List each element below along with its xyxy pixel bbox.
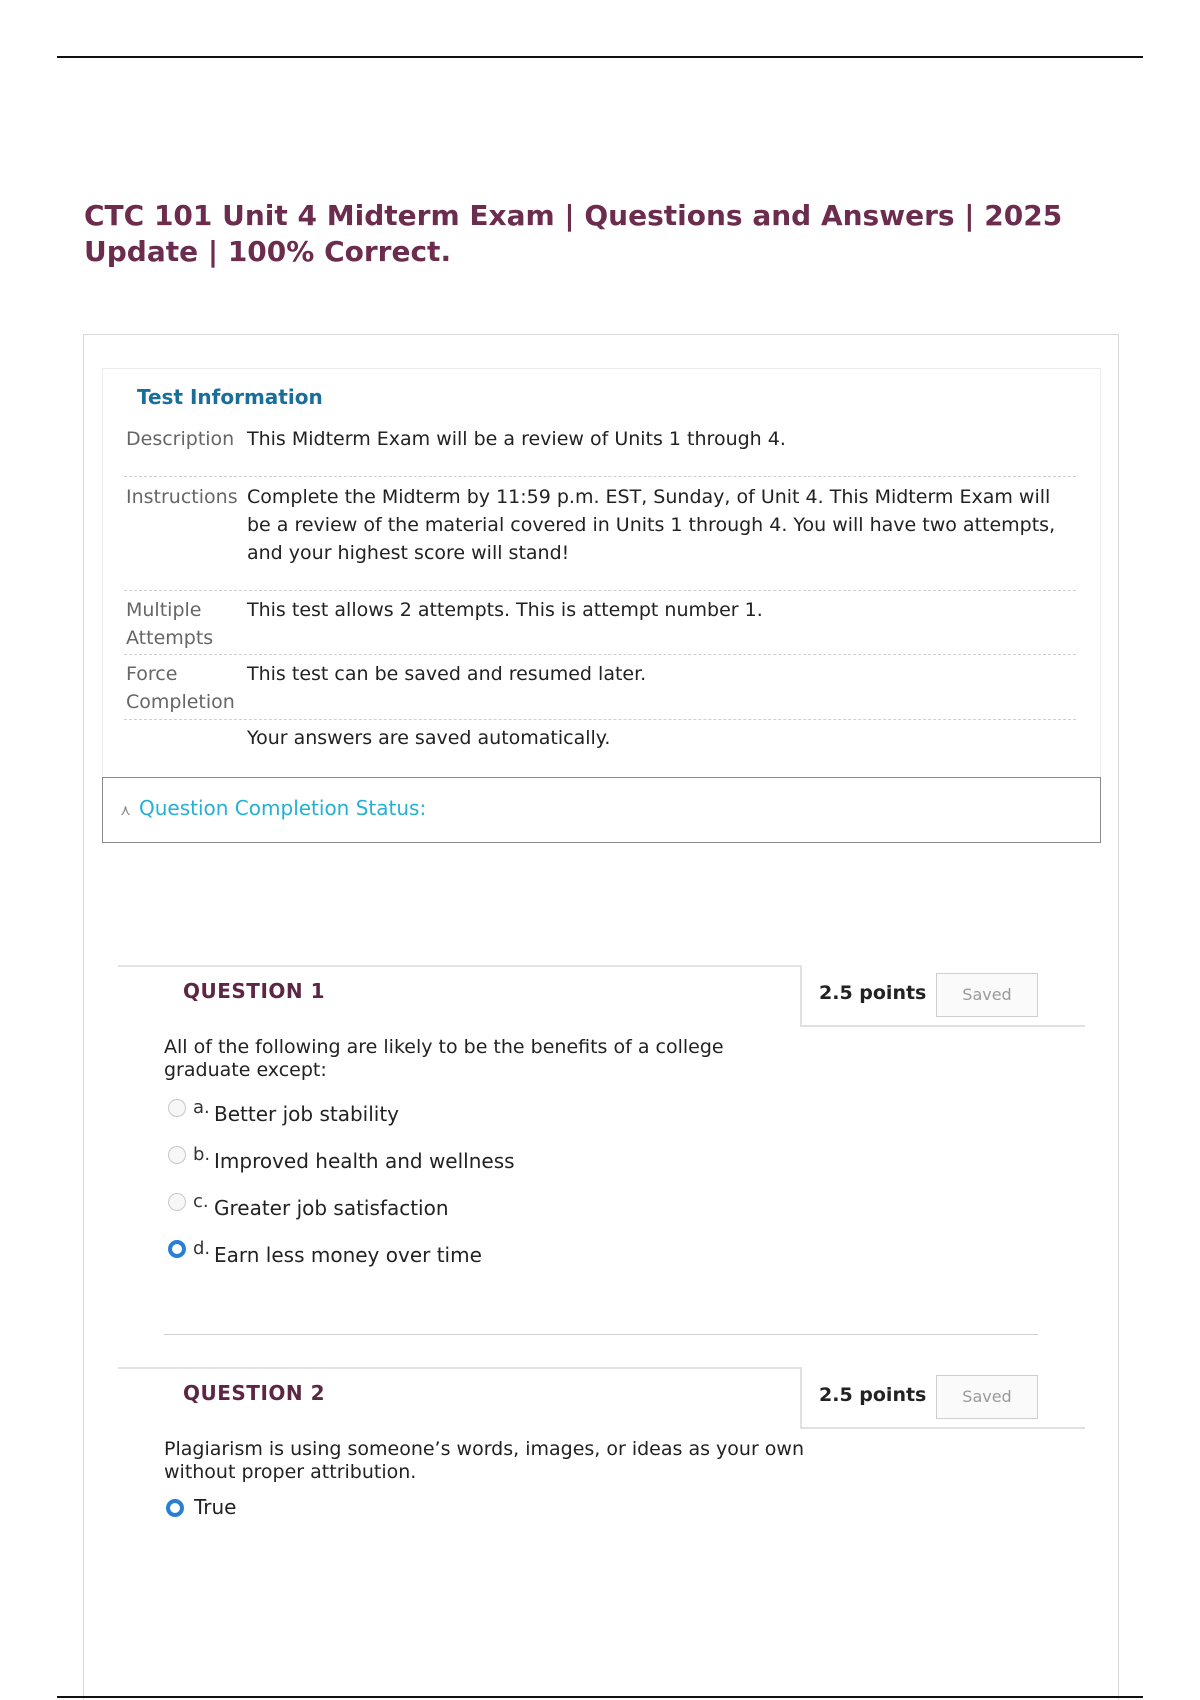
autosave-note: Your answers are saved automatically. [247,727,611,749]
description-value: This Midterm Exam will be a review of Units 1 through 4. [247,428,786,450]
question-2-points: 2.5 points [819,1384,927,1406]
expand-chevron-icon[interactable]: ⋏ [120,801,131,819]
question-1-option-d-text[interactable]: Earn less money over time [214,1243,482,1267]
force-completion-label: Force Completion [126,663,235,713]
question-1-option-c-text[interactable]: Greater job satisfaction [214,1196,449,1220]
row-separator [124,719,1076,720]
row-separator [124,654,1076,655]
test-information-heading: Test Information [137,385,323,409]
multiple-attempts-value: This test allows 2 attempts. This is attempt number 1. [247,599,763,621]
question-1-label: QUESTION 1 [183,979,326,1003]
question-1-option-a-radio[interactable] [168,1099,186,1117]
description-label: Description [126,428,235,450]
question-1-option-d-letter: d. [193,1238,211,1259]
page-bottom-rule [57,1696,1143,1698]
question-2-saved-button[interactable]: Saved [936,1375,1038,1419]
question-2-option-true-radio-selected[interactable] [166,1499,184,1517]
question-1-saved-button[interactable]: Saved [936,973,1038,1017]
row-separator [124,476,1076,477]
question-2-text: Plagiarism is using someone’s words, images, or ideas as your own without proper attribution. [164,1438,805,1483]
question-1-points: 2.5 points [819,982,927,1004]
multiple-attempts-label: Multiple Attempts [126,599,214,649]
question-2-label: QUESTION 2 [183,1381,326,1405]
page-top-rule [57,56,1143,58]
question-completion-status-link[interactable]: Question Completion Status: [139,796,427,820]
question-1-option-b-radio[interactable] [168,1146,186,1164]
question-1-option-a-letter: a. [193,1097,210,1118]
document-title: CTC 101 Unit 4 Midterm Exam | Questions and Answers | 2025 Update | 100% Correct. [84,199,1063,268]
question-1-option-a-text[interactable]: Better job stability [214,1102,399,1126]
force-completion-value: This test can be saved and resumed later. [247,663,647,685]
question-1-option-b-letter: b. [193,1144,211,1165]
question-1-option-c-radio[interactable] [168,1193,186,1211]
instructions-value: Complete the Midterm by 11:59 p.m. EST, Sunday, of Unit 4. This Midterm Exam will be a review of the material covered in Units 1 through 4. You will have two attempts, and your highest score will stand! [247,486,1056,564]
question-2-option-true-text[interactable]: True [194,1495,237,1519]
question-divider [164,1334,1038,1335]
row-separator [124,590,1076,591]
question-1-option-d-radio-selected[interactable] [168,1240,186,1258]
question-1-option-c-letter: c. [193,1191,209,1212]
question-1-text: All of the following are likely to be the benefits of a college graduate except: [164,1036,724,1081]
instructions-label: Instructions [126,486,238,508]
question-1-option-b-text[interactable]: Improved health and wellness [214,1149,515,1173]
